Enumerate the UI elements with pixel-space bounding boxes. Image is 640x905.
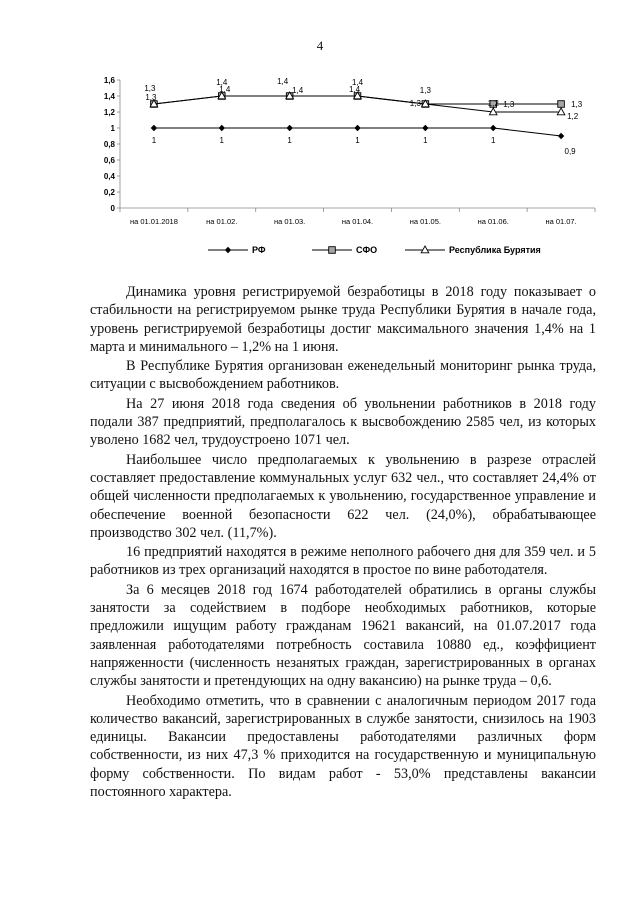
y-tick-label: 0,2 — [103, 188, 115, 197]
data-label: 1,4 — [351, 78, 364, 87]
data-label: 1,3 — [571, 100, 583, 109]
x-tick-label: на 01.01.2018 — [129, 217, 178, 226]
x-tick-label: на 01.07. — [545, 217, 577, 226]
data-label: 1 — [490, 136, 496, 145]
data-label: 1,4 — [277, 77, 289, 86]
legend-label: СФО — [356, 245, 378, 255]
data-label: 1,3 — [503, 100, 515, 109]
data-label: 1,3 — [144, 84, 156, 93]
y-tick-label: 1,4 — [103, 92, 115, 101]
data-point — [490, 125, 496, 131]
page-number: 4 — [316, 38, 324, 53]
x-tick-label: на 01.02. — [206, 217, 238, 226]
legend-marker — [225, 247, 231, 253]
data-label: 1 — [287, 136, 292, 145]
data-label: 0,9 — [564, 147, 576, 156]
y-tick-label: 1,6 — [103, 76, 115, 85]
paragraph-2: В Республике Бурятия организован еженедельный мониторинг рынка труда, ситуации с высвобождением работников. — [90, 358, 596, 393]
data-label: 1 — [151, 136, 157, 145]
paragraph-6: За 6 месяцев 2018 год 1674 работодателей обратились в органы службы занятости за содействием в подборе необходимых работников, которые предложили ищущим работу гражданам 19621 вакансий, на 01.07.2017 года заявленная работодателями потребность составила 10880 ед., коэффициент напряженности (численность незанятых граждан, зарегистрированных в органах службы занятости и претендующих на одну вакансию) на рынке труда – 0,6. — [90, 581, 596, 690]
data-label: 1,3 — [145, 93, 157, 102]
data-point — [219, 125, 225, 131]
paragraph-4: Наибольшее число предполагаемых к увольнению в разрезе отраслей составляет предоставление коммунальных услуг 632 чел., что составляет 24,4% от общей численности предполагаемых к увольнению, государственное управление и обеспечение военной безопасности 622 чел. (24,0%), обрабатывающее производство 302 чел. (11,7%). — [90, 451, 596, 541]
data-label: 1 — [219, 136, 225, 145]
data-label: 1,4 — [292, 86, 304, 95]
paragraph-7: Необходимо отметить, что в сравнении с аналогичным периодом 2017 года количество вакансий, зарегистрированных в службе занятости, снизилось на 1903 единицы. Вакансии предоставлены работодателями различных форм собственности, из них 47,3 % приходится на государственную и муниципальную форму собственности. По видам работ - 53,0% представлены вакансии постоянного характера. — [90, 692, 596, 801]
body-text — [90, 283, 596, 801]
data-label: 1,2 — [567, 112, 579, 121]
x-tick-label: на 01.05. — [409, 217, 441, 226]
data-point — [558, 133, 564, 139]
y-tick-label: 1 — [110, 124, 115, 133]
data-label: 1 — [423, 136, 428, 145]
legend-marker — [329, 247, 336, 254]
paragraph-3: На 27 июня 2018 года сведения об увольнении работников в 2018 году подали 387 предприятий, предполагалось к высвобождению 2585 чел, из которых уволено 1682 чел, трудоустроено 1071 чел. — [90, 395, 596, 449]
paragraph-5: 16 предприятий находятся в режиме неполного рабочего дня для 359 чел. и 5 работников из трех организаций находятся в простое по вине работодателя. — [90, 544, 596, 579]
y-tick-label: 0 — [110, 204, 115, 213]
data-label: 1,3 — [409, 99, 421, 108]
data-label: 1,3 — [419, 86, 431, 95]
legend-label: Республика Бурятия — [449, 245, 541, 255]
paragraph-1: Динамика уровня регистрируемой безработицы в 2018 году показывает о стабильности на регистрируемом рынке труда Республики Бурятия в начале года, уровень регистрируемой безработицы достиг максимального значения 1,4% на 1 марта и минимального – 1,2% на 1 июня. — [90, 284, 596, 355]
data-point — [286, 125, 292, 131]
legend-label: РФ — [252, 245, 266, 255]
data-label: 1 — [355, 136, 360, 145]
unemployment-line-chart — [80, 66, 600, 280]
data-point — [422, 125, 428, 131]
data-point — [557, 108, 565, 115]
y-tick-label: 0,8 — [103, 140, 115, 149]
data-point — [354, 125, 360, 131]
data-label: 1,4 — [219, 85, 231, 94]
legend-marker — [421, 246, 429, 253]
data-label: 1,2 — [487, 99, 499, 108]
x-tick-label: на 01.03. — [274, 217, 306, 226]
data-label: 1,4 — [216, 78, 228, 87]
data-point — [558, 101, 565, 108]
data-label: 1,4 — [348, 85, 361, 94]
y-tick-label: 1,2 — [103, 108, 115, 117]
x-tick-label: на 01.04. — [341, 217, 374, 226]
y-tick-label: 0,4 — [103, 172, 115, 181]
data-point — [151, 125, 157, 131]
y-tick-label: 0,6 — [103, 156, 115, 165]
x-tick-label: на 01.06. — [477, 217, 509, 226]
